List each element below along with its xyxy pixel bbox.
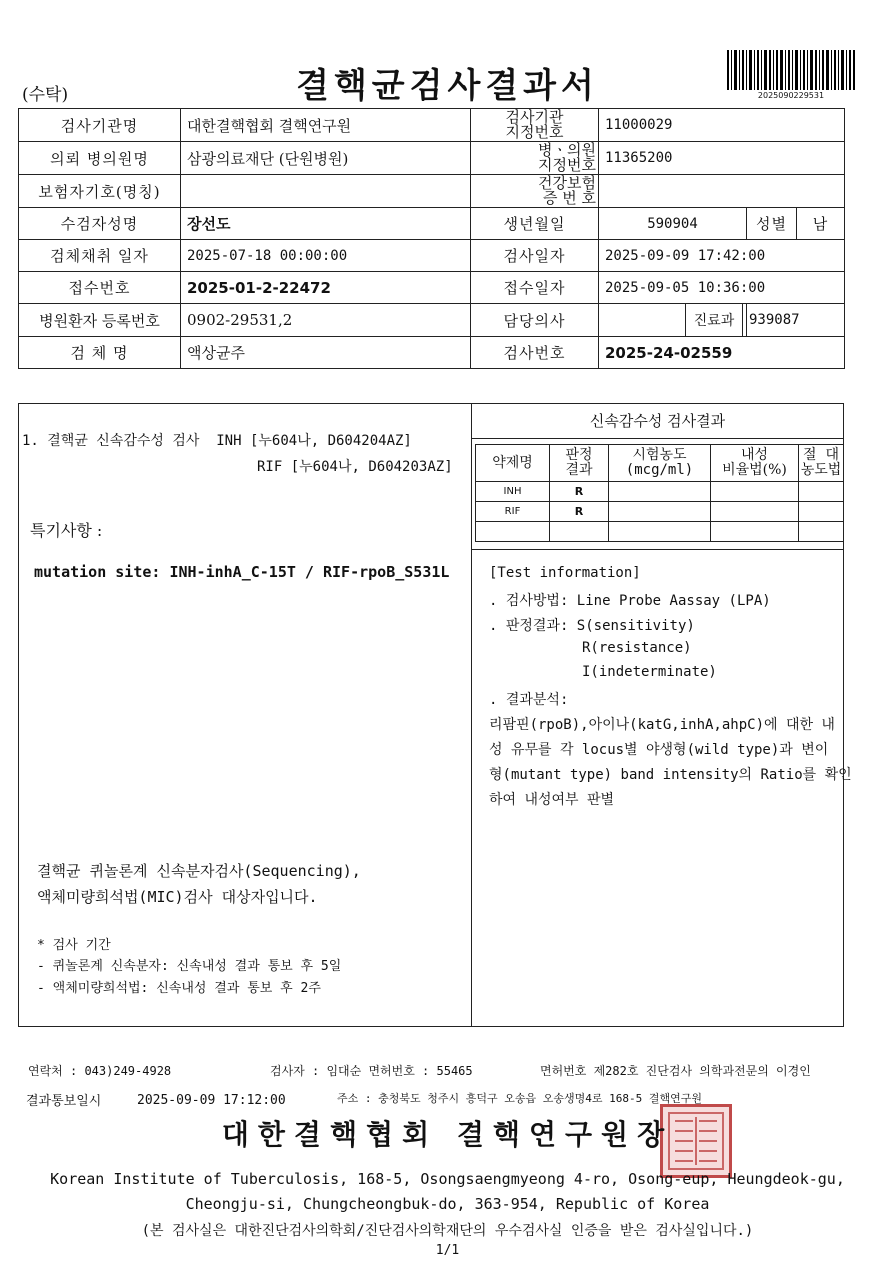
receipt-no-value: 2025-01-2-22472	[181, 272, 471, 304]
info-title: [Test information]	[489, 565, 641, 581]
patient-value: 장선도	[181, 208, 471, 240]
results-heading: 신속감수성 검사결과	[471, 405, 844, 439]
health-card-value	[599, 175, 845, 208]
specimen-label: 검 체 명	[19, 337, 181, 369]
health-card-label: 건강보험 증 번 호	[471, 175, 599, 208]
period-title: * 검사 기간	[37, 938, 111, 953]
sex-value: 남	[797, 208, 845, 240]
reg-no-label: 병원환자 등록번호	[19, 304, 181, 337]
sex-label: 성별	[747, 208, 797, 240]
analysis-label: . 결과분석:	[489, 692, 569, 708]
english-address-1: Korean Institute of Tuberculosis, 168-5, Osongsaengmyeong 4-ro, Osong-eup, Heungdeok-gu,	[50, 1170, 845, 1188]
document-title: 결핵균검사결과서	[296, 66, 599, 106]
hospital-label: 의뢰 병의원명	[19, 142, 181, 175]
notify-label: 결과통보일시	[26, 1094, 102, 1109]
dept-label: 진료과	[685, 304, 743, 336]
reg-no-value: 0902-29531,2	[181, 304, 471, 337]
analysis-line-4: 하여 내성여부 판별	[489, 792, 615, 808]
test-line-1: 1. 결핵균 신속감수성 검사 INH [누604나, D604204AZ]	[22, 433, 412, 449]
insured-value	[181, 175, 471, 208]
page-number: 1/1	[435, 1243, 460, 1258]
insured-label: 보험자기호(명칭)	[19, 175, 181, 208]
test-date-label: 검사일자	[471, 240, 599, 272]
judge-s-line: . 판정결과: S(sensitivity)	[489, 618, 695, 634]
organization-name: 대한결핵협회 결핵연구원장	[221, 1118, 674, 1151]
patient-info-table	[18, 108, 845, 369]
hospital-code-label: 병ㆍ의원 지정번호	[471, 142, 599, 175]
hospital-code-value: 11365200	[599, 142, 845, 175]
analysis-line-3: 형(mutant type) band intensity의 Ratio를 확인	[489, 767, 852, 783]
address-line: 주소 : 충청북도 청주시 흥덕구 오송읍 오송생명4로 168-5 결핵연구원	[337, 1092, 702, 1105]
barcode-number: 2025090229531	[757, 91, 825, 100]
col-absolute: 절 대 농도법	[799, 445, 844, 482]
note-line-1: 결핵균 퀴놀론계 신속분자검사(Sequencing),	[37, 862, 361, 880]
doctor-label: 담당의사	[471, 304, 599, 337]
susceptibility-results-table	[475, 444, 844, 542]
period-line-1: - 퀴놀론계 신속분자: 신속내성 결과 통보 후 5일	[37, 959, 342, 974]
contact-line: 연락처 : 043)249-4928	[28, 1064, 172, 1078]
test-date-value: 2025-09-09 17:42:00	[599, 240, 845, 272]
collect-value: 2025-07-18 00:00:00	[181, 240, 471, 272]
certification-note: (본 검사실은 대한진단검사의학회/진단검사의학재단의 우수검사실 인증을 받은 검사실입니다.)	[141, 1223, 754, 1239]
agency-value: 대한결핵협회 결핵연구원	[181, 109, 471, 142]
test-no-value: 2025-24-02559	[599, 337, 845, 369]
patient-label: 수검자성명	[19, 208, 181, 240]
dept-value: 939087	[749, 312, 800, 328]
remarks-label: 특기사항 :	[30, 521, 103, 540]
analysis-line-2: 성 유무를 각 locus별 야생형(wild type)과 변이	[489, 742, 829, 758]
consignment-label: (수탁)	[22, 85, 69, 105]
drug-name: INH	[476, 482, 550, 502]
test-no-label: 검사번호	[471, 337, 599, 369]
table-row	[476, 482, 844, 502]
method-line: . 검사방법: Line Probe Aassay (LPA)	[489, 593, 771, 609]
notify-value: 2025-09-09 17:12:00	[137, 1093, 286, 1108]
period-line-2: - 액체미량희석법: 신속내성 결과 통보 후 2주	[37, 981, 321, 996]
birth-label: 생년월일	[471, 208, 599, 240]
judge-result: R	[550, 502, 609, 522]
col-ratio: 내성 비율법(%)	[711, 445, 799, 482]
col-judge: 판정 결과	[550, 445, 609, 482]
english-address-2: Cheongju-si, Chungcheongbuk-do, 363-954, Republic of Korea	[185, 1195, 710, 1213]
receipt-date-label: 접수일자	[471, 272, 599, 304]
agency-code-value: 11000029	[599, 109, 845, 142]
dept-cell	[693, 304, 845, 337]
specimen-value: 액상균주	[181, 337, 471, 369]
receipt-no-label: 접수번호	[19, 272, 181, 304]
note-line-2: 액체미량희석법(MIC)검사 대상자입니다.	[37, 888, 318, 906]
divider	[471, 549, 844, 550]
drug-name: RIF	[476, 502, 550, 522]
judge-r-line: R(resistance)	[582, 640, 692, 656]
judge-result: R	[550, 482, 609, 502]
tester-line: 검사자 : 임대순 면허번호 : 55465	[270, 1064, 473, 1078]
judge-i-line: I(indeterminate)	[582, 664, 717, 680]
agency-label: 검사기관명	[19, 109, 181, 142]
barcode	[727, 50, 855, 90]
birth-value: 590904	[599, 208, 747, 240]
test-line-2: RIF [누604나, D604203AZ]	[257, 459, 453, 475]
col-concentration: 시험농도 (mcg/ml)	[609, 445, 711, 482]
license-line: 면허번호 제282호 진단검사 의학과전문의 이경인	[540, 1064, 811, 1078]
mutation-site: mutation site: INH-inhA_C-15T / RIF-rpoB_S531L	[34, 563, 450, 581]
collect-label: 검체채취 일자	[19, 240, 181, 272]
hospital-value: 삼광의료재단 (단원병원)	[181, 142, 471, 175]
analysis-line-1: 리팜핀(rpoB),아이나(katG,inhA,ahpC)에 대한 내	[489, 717, 835, 733]
col-drug: 약제명	[476, 445, 550, 482]
table-row	[476, 502, 844, 522]
agency-code-label: 검사기관 지정번호	[471, 109, 599, 142]
receipt-date-value: 2025-09-05 10:36:00	[599, 272, 845, 304]
